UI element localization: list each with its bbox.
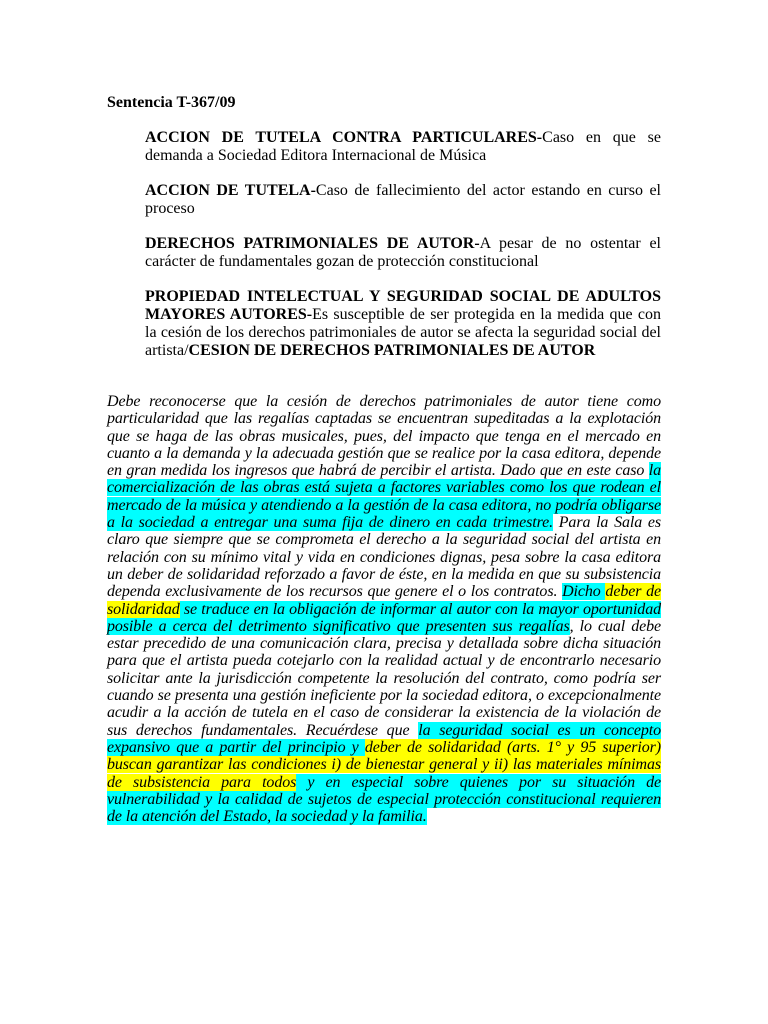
heading-text: Caso de fallecimiento del actor estando en curso el proceso: [145, 182, 661, 217]
document-title: Sentencia T-367/09: [107, 94, 236, 111]
heading-bold: ACCION DE TUTELA CONTRA PARTICULARES-: [145, 129, 543, 146]
highlighted-segment-yellow: deber de solidaridad (arts. 1° y 95 superior) buscan garantizar las condiciones i) de bienestar general y ii) las materiales mínimas de subsistencia para todos: [107, 738, 661, 791]
heading-tutela-fallecimiento: [145, 182, 661, 218]
heading-bold-end: CESION DE DERECHOS PATRIMONIALES DE AUTOR: [188, 342, 596, 359]
heading-text: Es susceptible de ser protegida en la medida que con la cesión de los derechos patrimoniales de autor se afecta la seguridad social del artista/: [145, 306, 662, 359]
heading-propiedad-intelectual: [145, 288, 661, 360]
highlighted-segment-cyan: la seguridad social es un concepto expansivo que a partir del principio y: [107, 721, 661, 756]
heading-bold: PROPIEDAD INTELECTUAL Y SEGURIDAD SOCIAL DE ADULTOS MAYORES AUTORES-: [145, 288, 661, 323]
paragraph-segment: , lo cual debe estar precedido de una comunicación clara, precisa y detallada sobre dicha situación para que el artista pueda cotejarlo con la realidad actual y de encontrarlo necesario solicitar ante la jurisdicción competente la resolución del contrato, como podría ser cuando se presenta una gestión ineficiente por la sociedad editora, o excepcionalmente acudir a la acción de tutela en el caso de considerar la existencia de la violación de sus derechos fundamentales. Recuérdese que: [107, 617, 662, 739]
heading-derechos-patrimoniales: [145, 235, 661, 271]
heading-text: Caso en que se demanda a Sociedad Editora Internacional de Música: [145, 129, 662, 164]
highlighted-segment-cyan: Dicho: [562, 583, 606, 601]
heading-tutela-particulares: [145, 129, 661, 165]
highlighted-segment-cyan: se traduce en la obligación de informar al autor con la mayor oportunidad posible a cerca del detrimento significativo que presenten sus regalías: [107, 600, 661, 635]
body-paragraph: [107, 393, 661, 825]
heading-bold: DERECHOS PATRIMONIALES DE AUTOR-: [145, 235, 480, 252]
heading-text: A pesar de no ostentar el carácter de fundamentales gozan de protección constitucional: [145, 235, 661, 270]
heading-bold: ACCION DE TUTELA-: [145, 182, 316, 199]
paragraph-segment: Para la Sala es claro que siempre que se comprometa el derecho a la seguridad social del artista en relación con su mínimo vital y vida en condiciones dignas, pesa sobre la casa editora un deber de solidaridad reforzado a favor de éste, en la medida en que su subsistencia dependa exclusivamente de los recursos que genere el o los contratos.: [107, 514, 661, 601]
paragraph-segment: Debe reconocerse que la cesión de derechos patrimoniales de autor tiene como particularidad que las regalías captadas se encuentran supeditadas a la explotación que se haga de las obras musicales, pues, del impacto que tenga en el mercado en cuanto a la demanda y la adecuada gestión que se realice por la casa editora, depende en gran medida los ingresos que habrá de percibir el artista. Dado que en este caso: [107, 393, 661, 480]
highlighted-segment-cyan: la comercialización de las obras está sujeta a factores variables como los que rodean el mercado de la música y atendiendo a la gestión de la casa editora, no podría obligarse a la sociedad a entregar una suma fija de dinero en cada trimestre.: [107, 462, 661, 532]
highlighted-segment-yellow: deber de solidaridad: [107, 583, 661, 618]
highlighted-segment-cyan: y en especial sobre quienes por su situación de vulnerabilidad y la calidad de sujetos de especial protección constitucional requieren de la atención del Estado, la sociedad y la familia.: [107, 773, 661, 826]
